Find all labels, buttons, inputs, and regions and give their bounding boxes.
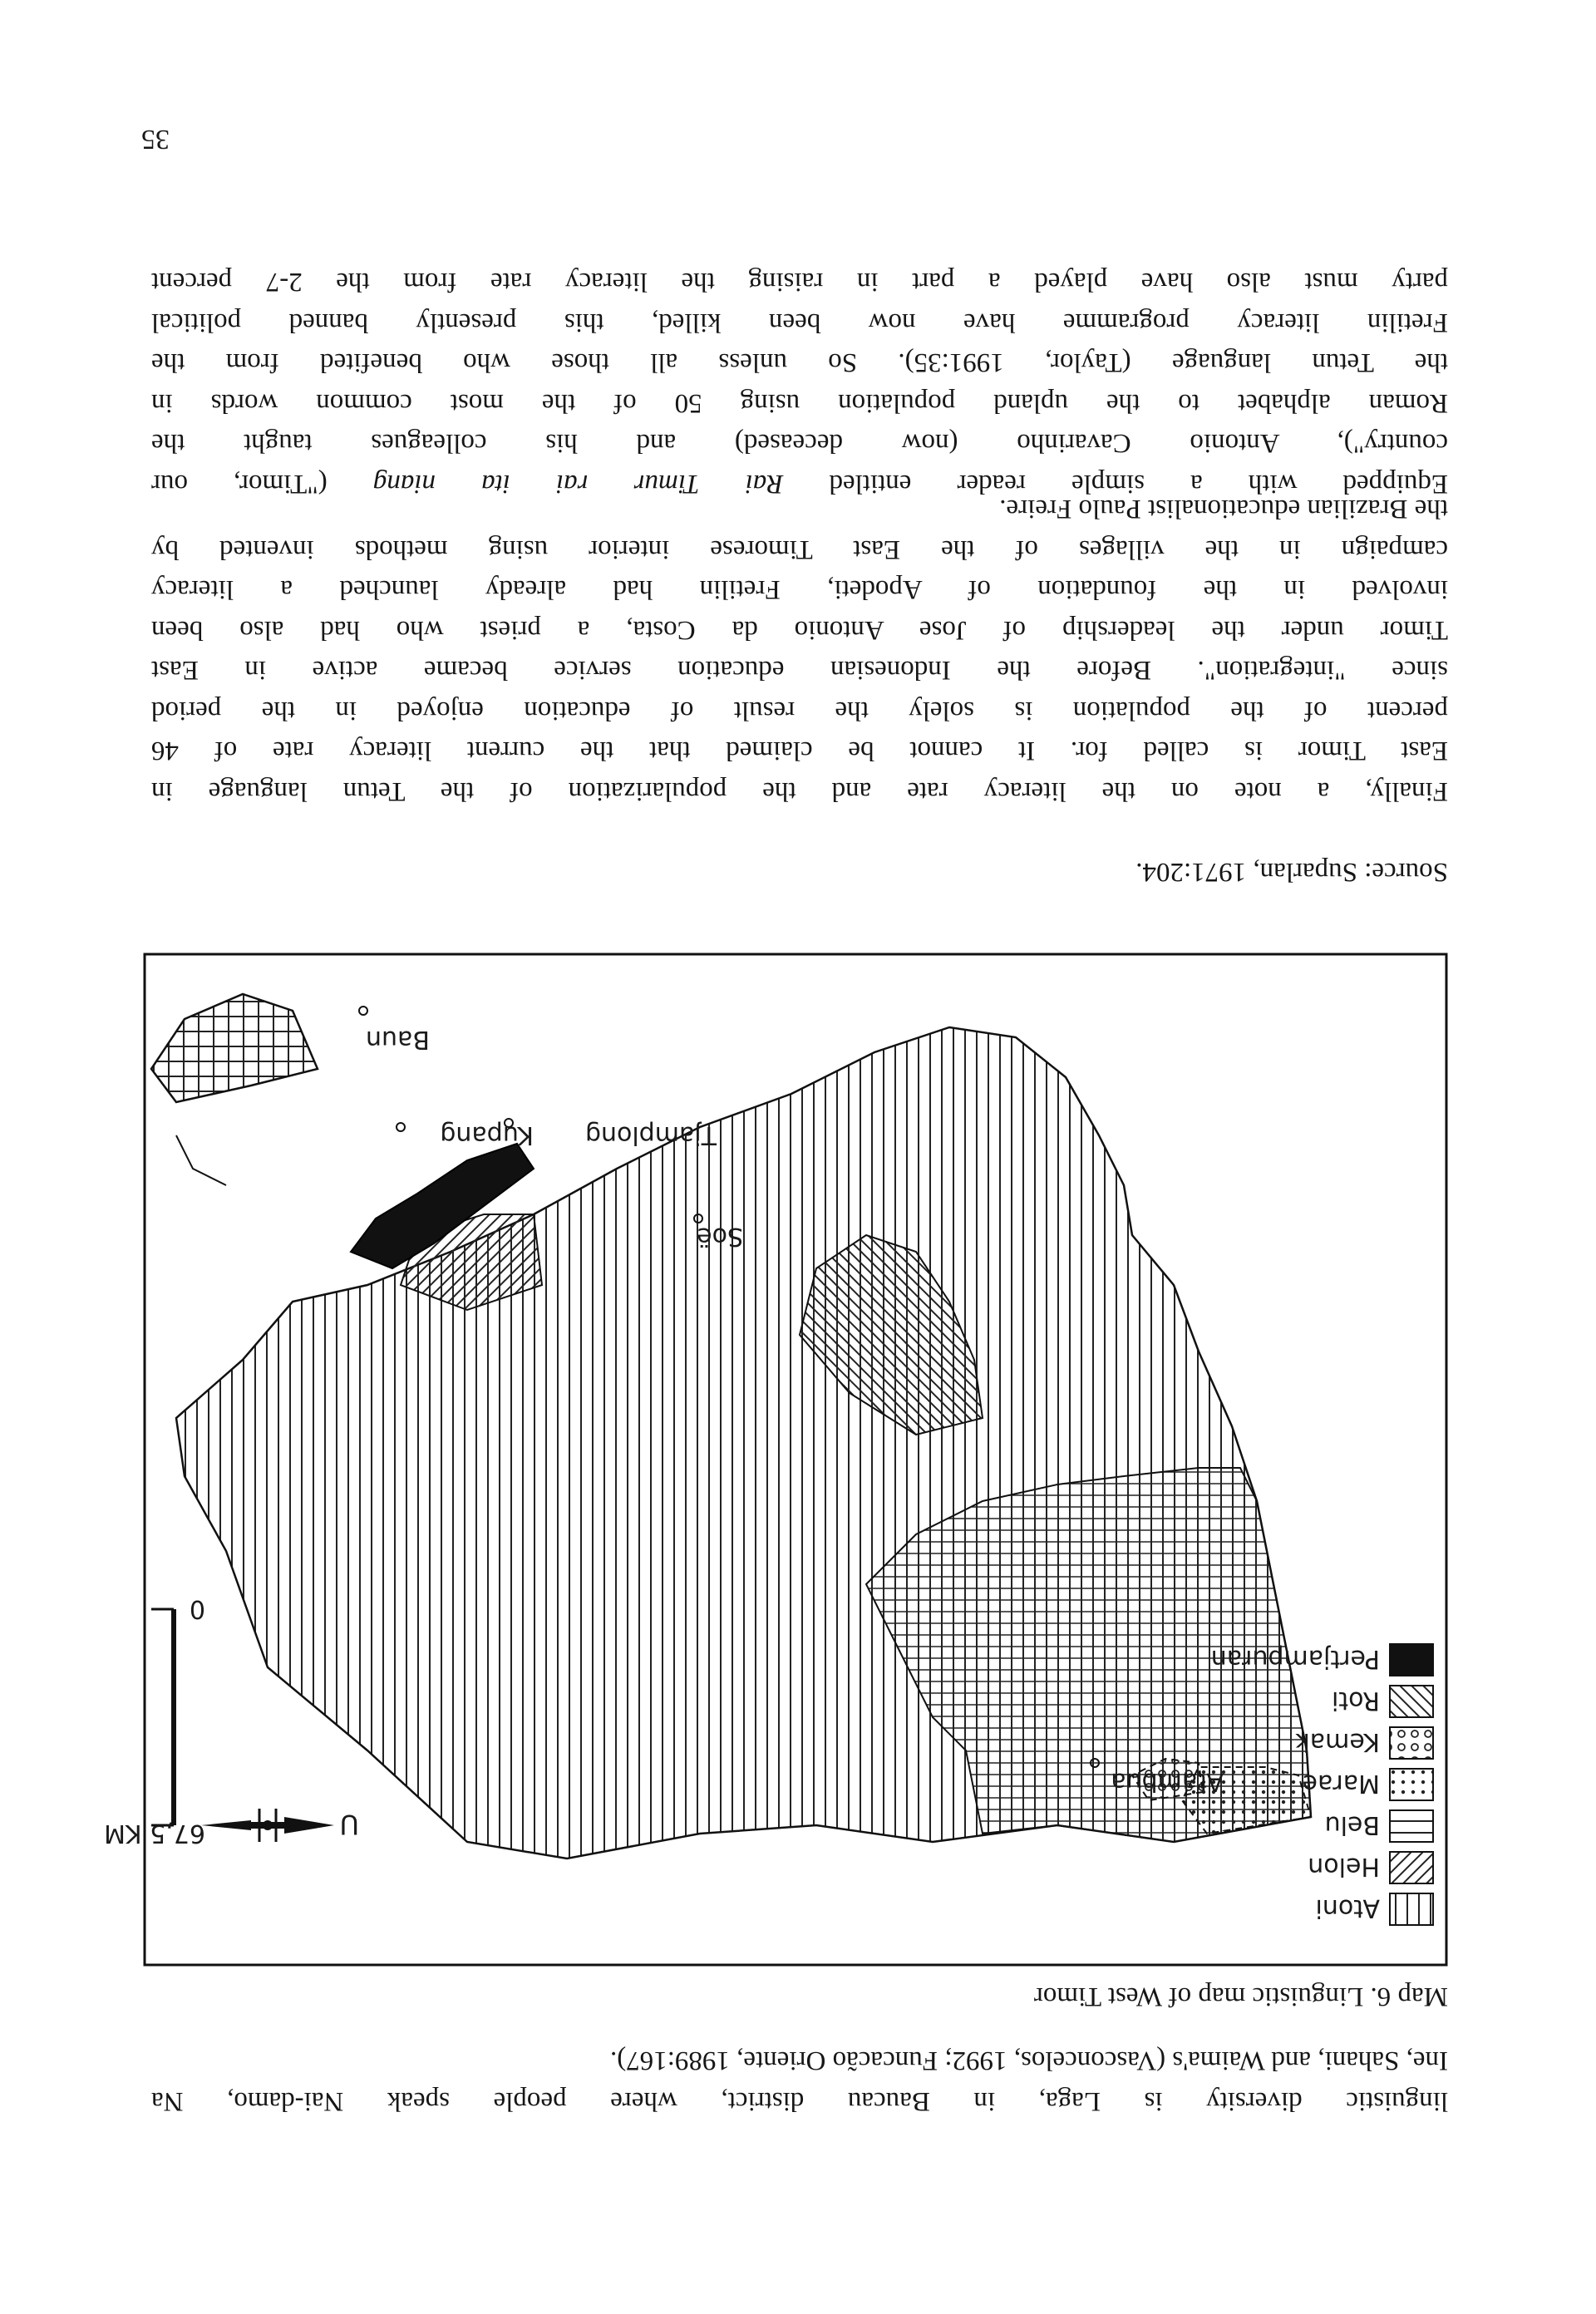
text-line: campaign in the villages of the East Timorese interior using methods invented by (151, 534, 1448, 564)
text-line: since "integration". Before the Indonesian education service became active in East (151, 655, 1448, 686)
text-line: the Brazilian educationalist Paulo Freire. (999, 494, 1448, 524)
scale-end-label: 67,5 KM (104, 1819, 205, 1848)
legend-label: Roti (1332, 1686, 1380, 1715)
text-line: Ine, Sahani, and Waima's (Vasconcelos, 1992; Funcacão Oriente, 1989:167). (610, 2046, 1448, 2076)
legend-label: Kemak (1295, 1727, 1380, 1756)
text-line: the Tetun language (Taylor, 1991:35). So unless all those who benefited from the (151, 347, 1448, 378)
place-label-soe: Soë (697, 1222, 743, 1251)
text-run: ("Timor, our (150, 469, 373, 499)
text-line: involved in the foundation of Apodeti, Fretilin had already launched a literacy (151, 574, 1448, 605)
text-line: Fretilin literacy programme have now been killed, this presently banned political (151, 308, 1448, 337)
legend-item-pertjampuran (1390, 1644, 1433, 1676)
legend-item-marae (1390, 1769, 1433, 1800)
page-number: 35 (141, 124, 170, 155)
legend-label: Helon (1308, 1852, 1380, 1881)
place-label-tjamplong: Tjamplong (584, 1120, 717, 1150)
text-line: Timor under the leadership of Jose Antonio da Costa, a priest who had also been (151, 615, 1448, 645)
text-line: party must also have played a part in raising the literacy rate from the 2-7 percent (151, 267, 1448, 298)
linguistic-map (104, 953, 1448, 1967)
place-label-kupang: Kupang (440, 1120, 534, 1150)
equipped-paragraph (151, 262, 1448, 504)
text-line (151, 464, 1448, 505)
text-line: linguistic diversity is Laga, in Baucau district, where people speak Nai-damo, Na (151, 2086, 1448, 2116)
place-label-atambua: Atambua (1111, 1767, 1224, 1796)
legend-item-roti (1390, 1686, 1433, 1717)
legend-label: Atoni (1315, 1893, 1380, 1923)
legend-item-kemak (1390, 1727, 1433, 1759)
text-line: percent of the population is solely the result of education enjoyed in the period (151, 696, 1448, 726)
text-line: Roman alphabet to the upland population using 50 of the most common words in (151, 388, 1448, 418)
north-label: U (339, 1809, 359, 1840)
scale-start-label: 0 (189, 1594, 205, 1623)
legend-item-atoni (1390, 1893, 1433, 1925)
place-label-baun: Baun (366, 1025, 430, 1054)
intro-paragraph (151, 2041, 1448, 2121)
legend-label: Marae (1302, 1769, 1380, 1798)
text-line: Finally, a note on the literacy rate and the popularization of the Tetun language in (151, 776, 1448, 806)
literacy-paragraph (151, 489, 1448, 811)
text-line: East Timor is called for. It cannot be claimed that the current literacy rate of 46 (151, 736, 1448, 766)
legend-label: Belu (1324, 1810, 1380, 1839)
reader-title: Rai Timur rai ita niang (372, 469, 784, 499)
text-run: Equipped with a simple reader entitled (783, 469, 1448, 499)
legend-label: Pertjampuran (1210, 1644, 1380, 1673)
legend-item-helon (1390, 1852, 1433, 1883)
legend-item-belu (1390, 1810, 1433, 1842)
text-line: country"), Antonio Cavarinho (now deceased) and his colleagues taught the (151, 428, 1448, 459)
map-caption: Map 6. Linguistic map of West Timor (1033, 1982, 1448, 2011)
map-source: Source: Suparlan, 1971:204. (1135, 857, 1448, 887)
